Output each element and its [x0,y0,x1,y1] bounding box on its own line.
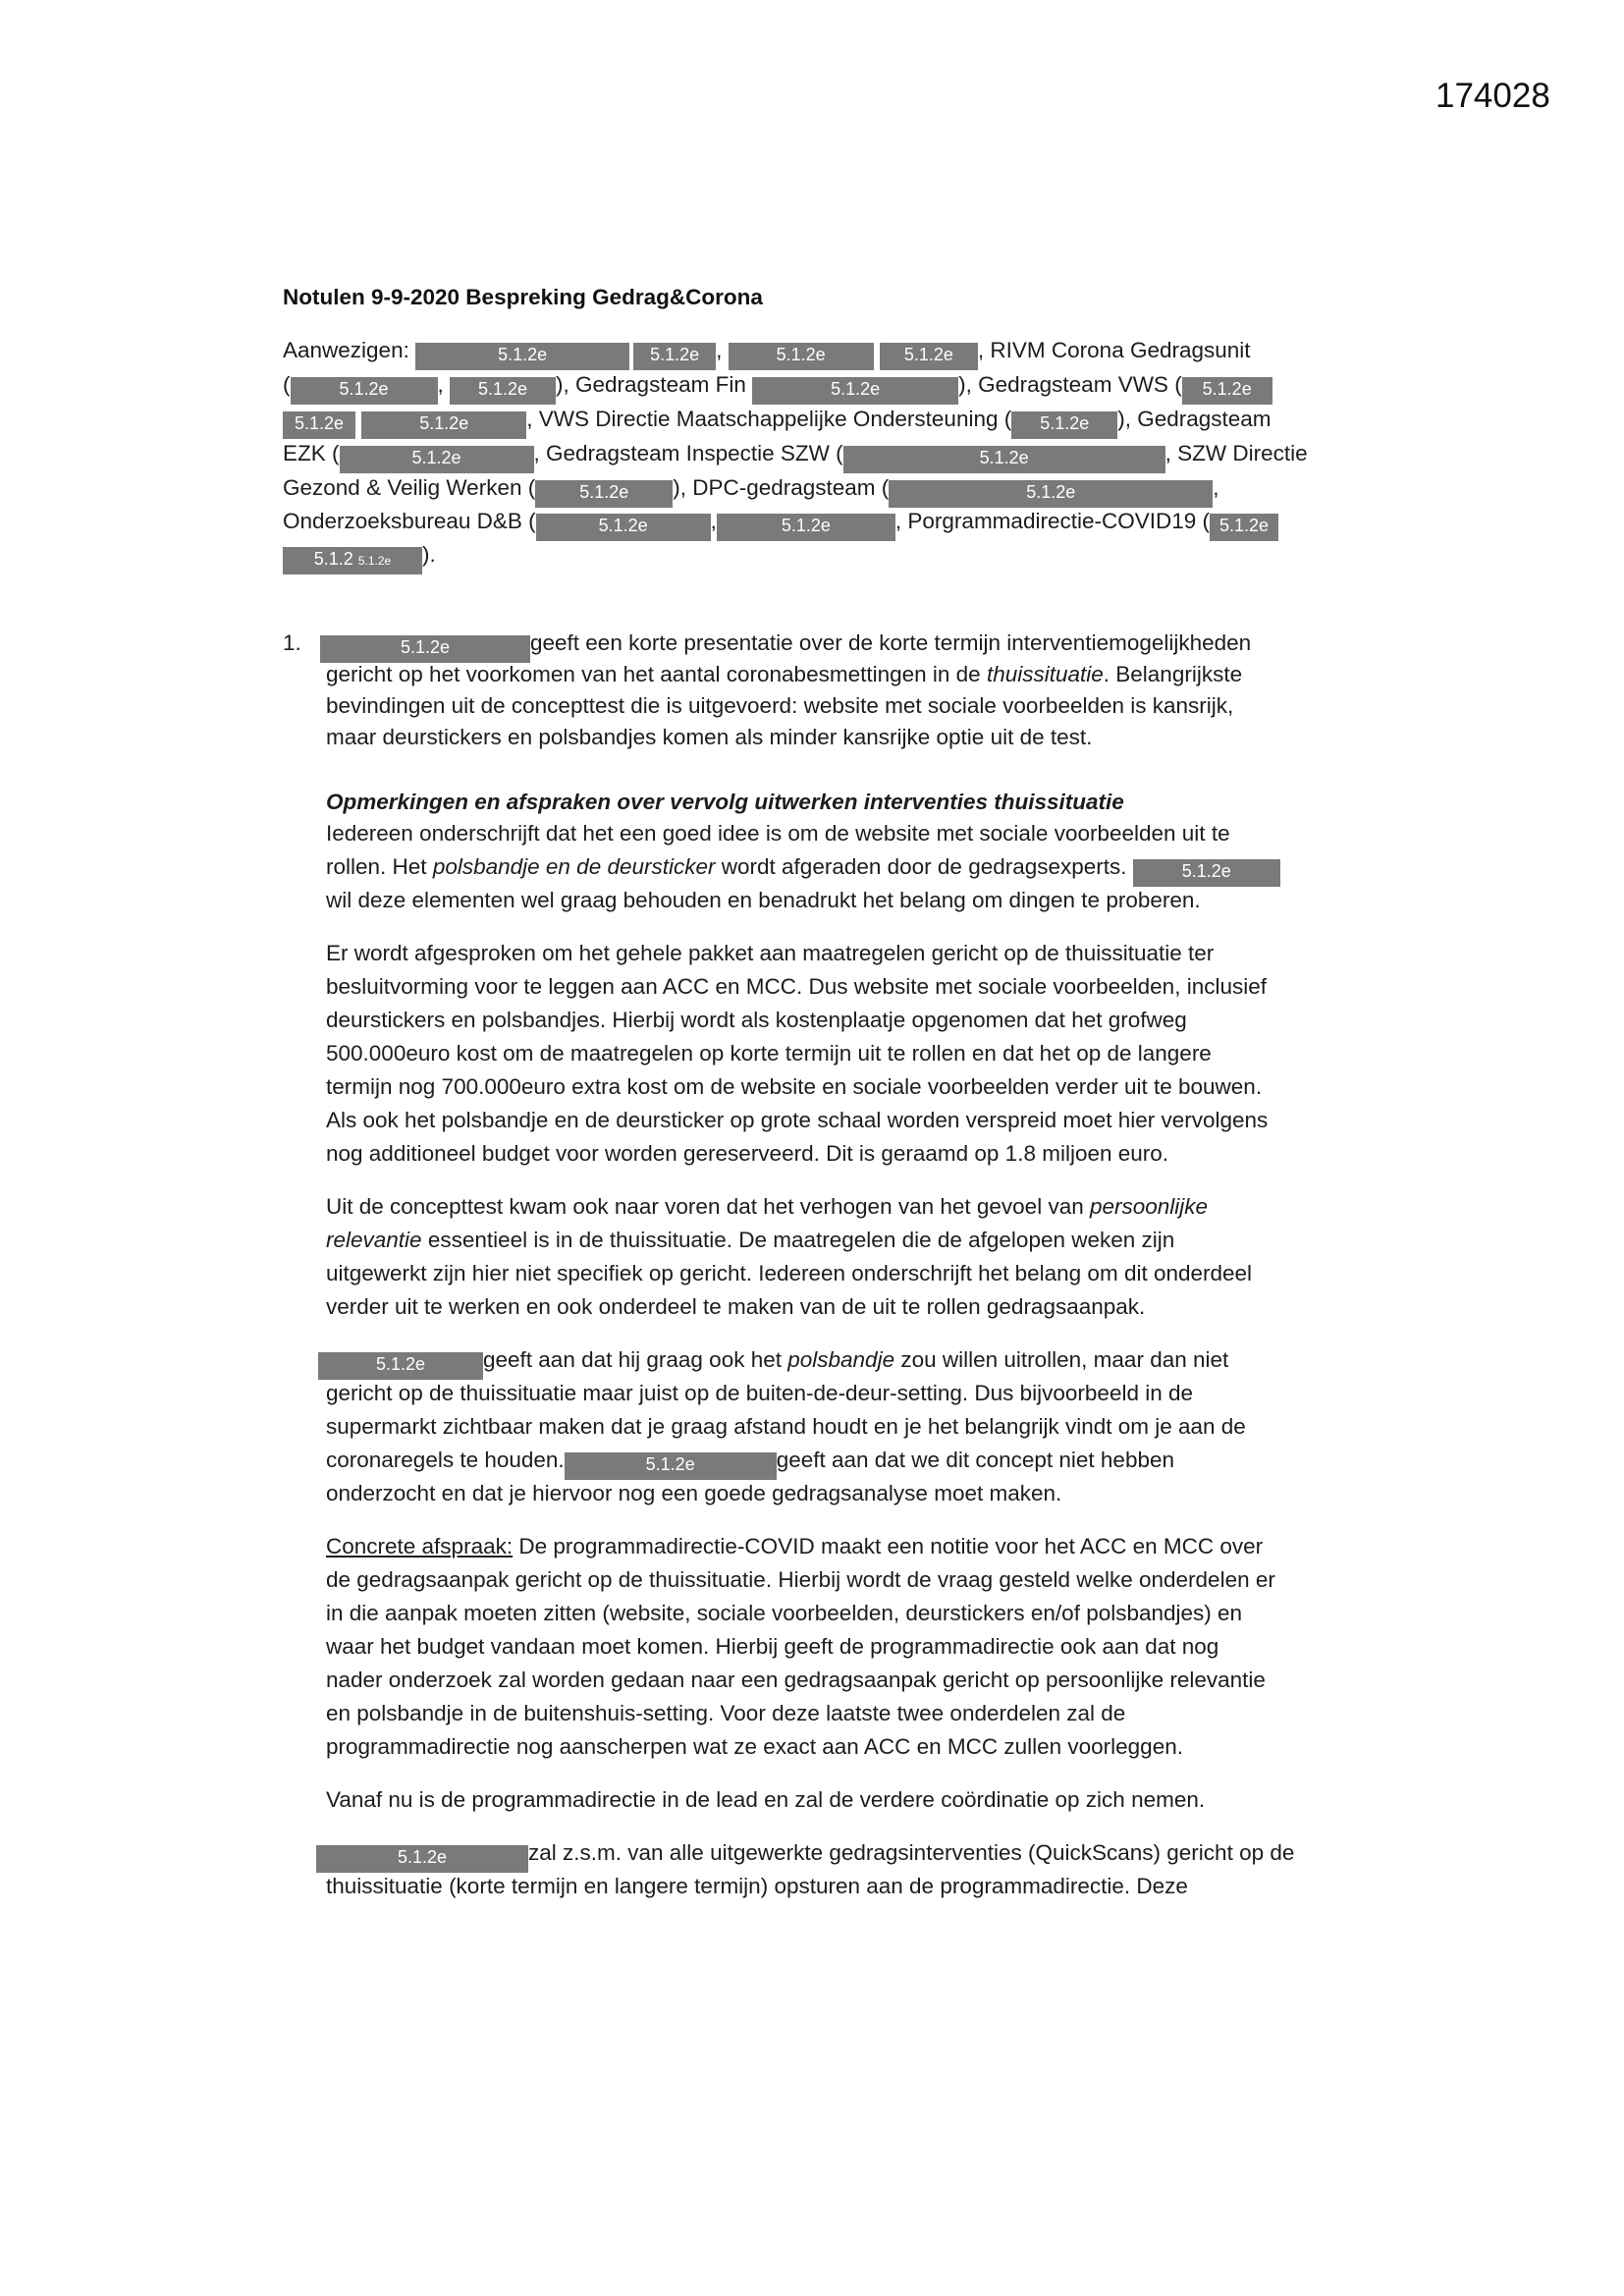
redaction-box: 5.1.2e [843,446,1165,473]
attendees-label: Aanwezigen: [283,338,409,362]
p6-line-6: en polsbandje in de buitenshuis-setting. Voor deze laatste twee onderdelen zal de [326,1701,1126,1725]
redaction-box: 5.1.2e [535,480,673,508]
attendees-line-4: EZK ( 5.1.2e , Gedragsteam Inspectie SZW ( 5.1.2e , SZW Directie [283,441,1308,473]
p3-line-5: termijn nog 700.000euro extra kost om de website en sociale voorbeelden verder uit te bouwen. [326,1074,1263,1099]
p6-line-5: nader onderzoek zal worden gedaan naar een gedragsaanpak gericht op persoonlijke relevantie [326,1667,1266,1692]
p3-line-2: besluitvorming voor te leggen aan ACC en MCC. Dus website met sociale voorbeelden, inclusief [326,974,1267,999]
p5-line-2: gericht op de thuissituatie maar juist op de buiten-de-deur-setting. Dus bijvoorbeeld in de [326,1381,1194,1405]
p5-line-3: supermarkt zichtbaar maken dat je graag afstand houdt en je het belangrijk vindt om je aan de [326,1414,1246,1439]
attendees-line-6: Onderzoeksbureau D&B ( 5.1.2e , 5.1.2e , Porgrammadirectie-COVID19 ( 5.1.2e [283,509,1278,541]
redaction-box: 5.1.2e [318,1352,483,1380]
redaction-box: 5.1.2e [450,377,556,405]
p1-line-3: bevindingen uit de concepttest die is uitgevoerd: website met sociale voorbeelden is kansrijk, [326,693,1234,718]
p1-line-1: 5.1.2e geeft een korte presentatie over de korte termijn interventiemogelijkheden [320,630,1251,663]
p6-line-1: Concrete afspraak: De programmadirectie-COVID maakt een notitie voor het ACC en MCC over [326,1534,1264,1558]
concrete-agreement-label: Concrete afspraak: [326,1534,514,1558]
p6-line-7: programmadirectie nog aanscherpen wat ze exact aan ACC en MCC zullen voorleggen. [326,1734,1183,1759]
redaction-box: 5.1.2e [717,514,895,541]
p4-line-1: Uit de concepttest kwam ook naar voren dat het verhogen van het gevoel van persoonlijke [326,1194,1209,1219]
p2-line-2: rollen. Het polsbandje en de deursticker wordt afgeraden door de gedragsexperts. 5.1.2e [326,854,1280,887]
p3-line-6: Als ook het polsbandje en de deursticker op grote schaal worden verspreid moet hier vervolgens [326,1108,1269,1132]
p2-line-3: wil deze elementen wel graag behouden en benadrukt het belang om dingen te proberen. [326,888,1201,912]
redaction-box: 5.1.2 5.1.2e [283,547,422,574]
redaction-box: 5.1.2e [1133,859,1280,887]
redaction-box: 5.1.2e [633,343,716,370]
redaction-box: 5.1.2e [283,411,355,439]
p4-line-3: uitgewerkt zijn hier niet specifiek op gericht. Iedereen onderschrijft het belang om dit onderdeel [326,1261,1253,1285]
p3-line-1: Er wordt afgesproken om het gehele pakket aan maatregelen gericht op de thuissituatie ter [326,941,1215,965]
redaction-box: 5.1.2e [340,446,534,473]
redaction-box: 5.1.2e [565,1452,777,1480]
redaction-box: 5.1.2e [729,343,874,370]
redaction-box: 5.1.2e [536,514,711,541]
p5-line-1: 5.1.2e geeft aan dat hij graag ook het polsbandje zou willen uitrollen, maar dan niet [318,1347,1228,1380]
p2-line-1: Iedereen onderschrijft dat het een goed idee is om de website met sociale voorbeelden uit te [326,821,1230,846]
redaction-box: 5.1.2e [880,343,978,370]
redaction-box: 5.1.2e [889,480,1213,508]
p6-line-3: in die aanpak moeten zitten (website, sociale voorbeelden, deurstickers en/of polsbandjes) en [326,1601,1243,1625]
attendees-line-2: ( 5.1.2e , 5.1.2e ), Gedragsteam Fin 5.1.2e ), Gedragsteam VWS ( 5.1.2e [283,372,1272,405]
item-number: 1. [283,630,301,655]
redaction-box: 5.1.2e [1210,514,1278,541]
redaction-box: 5.1.2e [752,377,958,405]
p6-line-2: de gedragsaanpak gericht op de thuissituatie. Hierbij wordt de vraag gesteld welke onderdelen er [326,1567,1275,1592]
p3-line-3: deurstickers en polsbandjes. Hierbij wordt als kostenplaatje opgenomen dat het grofweg [326,1008,1187,1032]
redaction-box: 5.1.2e [291,377,438,405]
p3-line-7: nog additioneel budget voor worden gereserveerd. Dit is geraamd op 1.8 miljoen euro. [326,1141,1169,1166]
document-title: Notulen 9-9-2020 Bespreking Gedrag&Corona [283,285,763,309]
p7-line-1: Vanaf nu is de programmadirectie in de lead en zal de verdere coördinatie op zich nemen. [326,1787,1206,1812]
attendees-line-7: 5.1.2 5.1.2e ). [283,542,436,574]
p1-line-2: gericht op het voorkomen van het aantal coronabesmettingen in de thuissituatie. Belangrijkste [326,662,1243,686]
redaction-box: 5.1.2e [361,411,526,439]
p5-line-5: onderzocht en dat je hiervoor nog een goede gedragsanalyse moet maken. [326,1481,1062,1505]
p5-line-4: coronaregels te houden. 5.1.2e geeft aan dat we dit concept niet hebben [326,1448,1174,1480]
section-heading: Opmerkingen en afspraken over vervolg uitwerken interventies thuissituatie [326,790,1124,814]
p3-line-4: 500.000euro kost om de maatregelen op korte termijn uit te rollen en dat het op de langere [326,1041,1212,1066]
redaction-box: 5.1.2e [316,1845,528,1873]
redaction-box: 5.1.2e [1011,411,1117,439]
attendees-line-3: 5.1.2e 5.1.2e , VWS Directie Maatschappelijke Ondersteuning ( 5.1.2e ), Gedragsteam [283,407,1272,439]
p4-line-4: verder uit te werken en ook onderdeel te maken van de uit te rollen gedragsaanpak. [326,1294,1146,1319]
p8-line-1: 5.1.2e zal z.s.m. van alle uitgewerkte gedragsinterventies (QuickScans) gericht op de [316,1840,1294,1873]
attendees-line-5: Gezond & Veilig Werken ( 5.1.2e ), DPC-gedragsteam ( 5.1.2e , [283,475,1219,508]
redaction-box: 5.1.2e [415,343,629,370]
p1-line-4: maar deurstickers en polsbandjes komen als minder kansrijke optie uit de test. [326,725,1093,749]
redaction-box: 5.1.2e [320,635,530,663]
document-number: 174028 [1435,77,1550,115]
p6-line-4: waar het budget vandaan moet komen. Hierbij geeft de programmadirectie ook aan dat nog [326,1634,1219,1659]
p4-line-2: relevantie essentieel is in de thuissituatie. De maatregelen die de afgelopen weken zijn [326,1228,1175,1252]
redaction-box: 5.1.2e [1182,377,1272,405]
attendees-line-1: Aanwezigen: 5.1.2e 5.1.2e , 5.1.2e 5.1.2e , RIVM Corona Gedragsunit [283,338,1251,370]
p8-line-2: thuissituatie (korte termijn en langere termijn) opsturen aan de programmadirectie. Deze [326,1874,1188,1898]
